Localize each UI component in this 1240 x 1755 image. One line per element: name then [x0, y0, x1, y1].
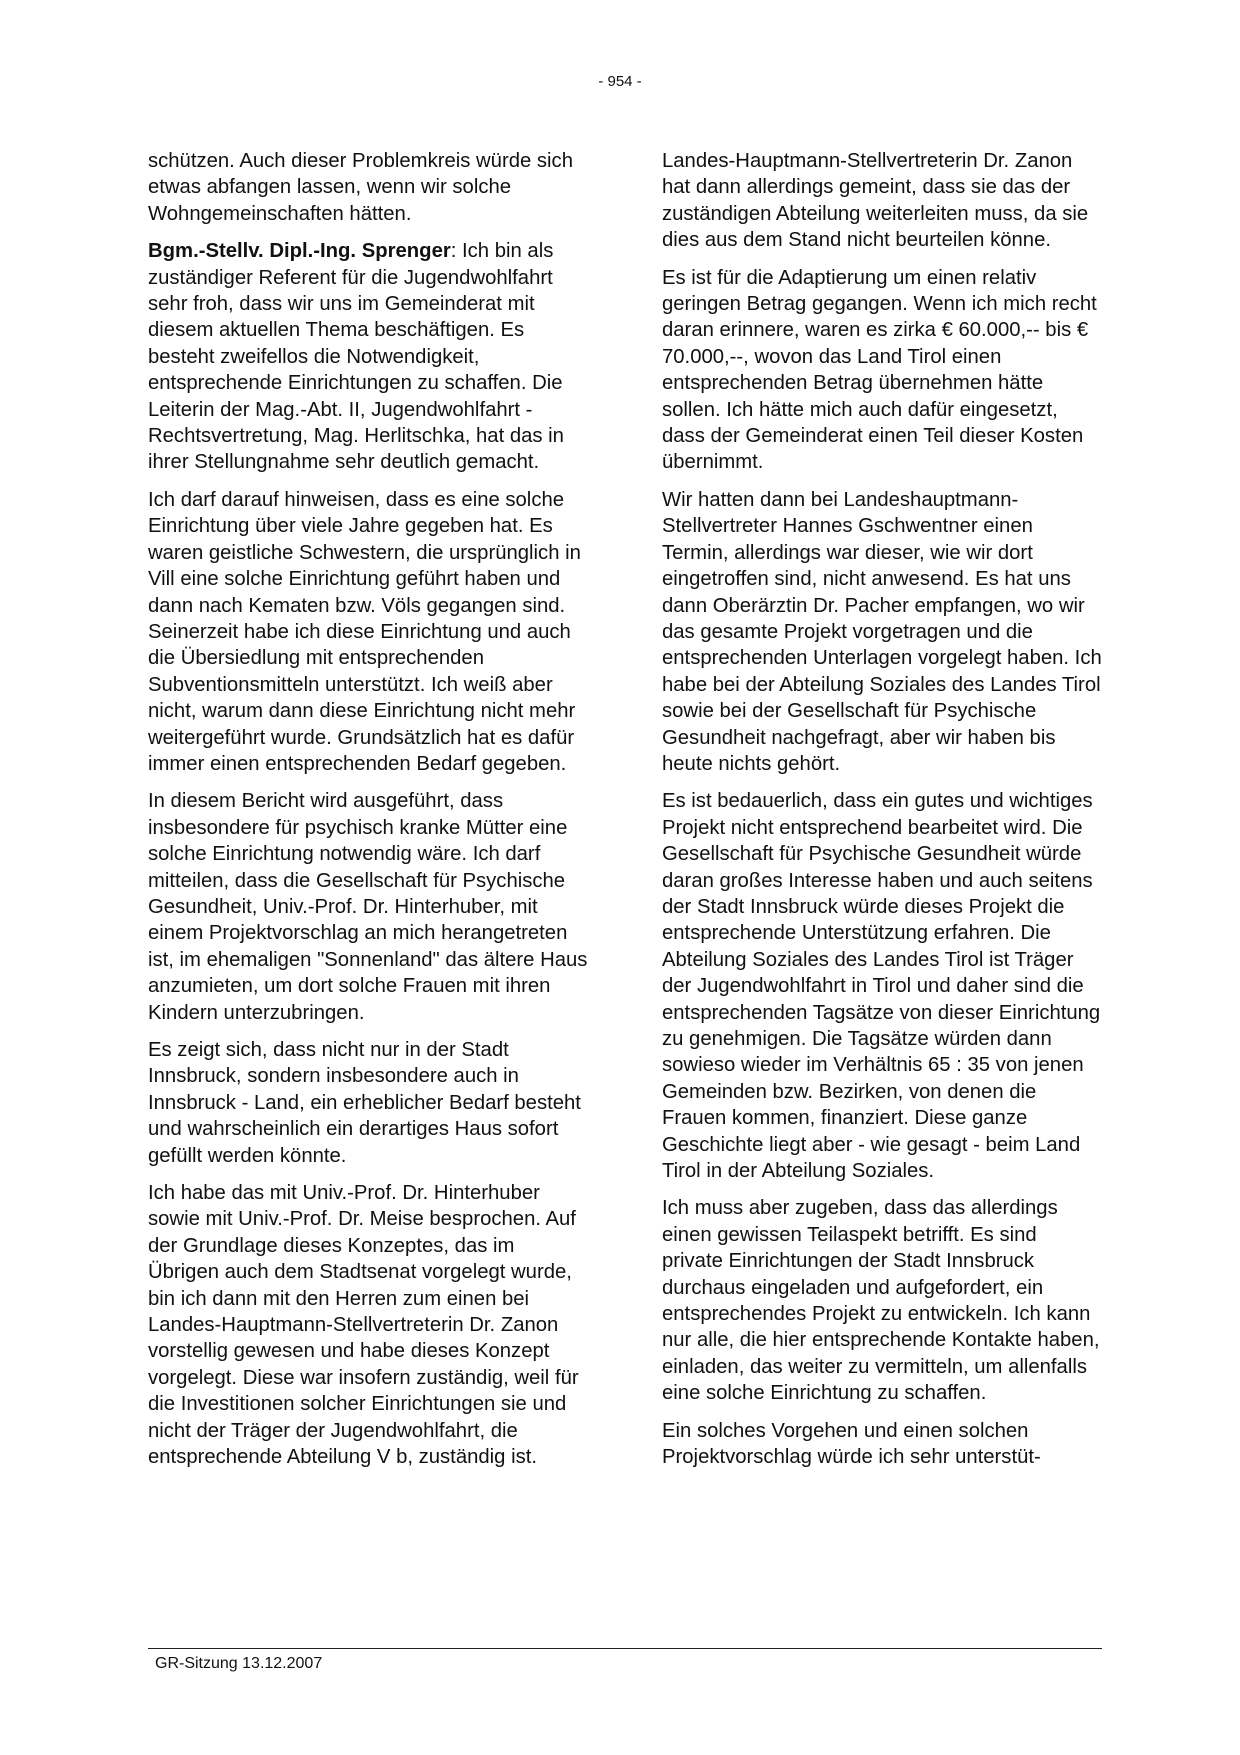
paragraph: In diesem Bericht wird ausgeführt, dass insbesondere für psychisch kranke Mütter eine solche Einrichtung notwendig wäre. Ich darf mitteilen, dass die Gesellschaft für Psychische Gesundheit, Univ.-Prof. Dr. Hinterhuber, mit einem Projektvorschlag an mich herangetreten ist, im ehemaligen "Sonnenland" das ältere Haus anzumieten, um dort solche Frauen mit ihren Kindern unterzubringen. [148, 790, 588, 1024]
speaker-name: Bgm.-Stellv. Dipl.-Ing. Sprenger [148, 240, 451, 263]
paragraph: Ein solches Vorgehen und einen solchen Projektvorschlag würde ich sehr unterstüt- [662, 1419, 1041, 1469]
paragraph: Es zeigt sich, dass nicht nur in der Stadt Innsbruck, sondern insbesondere auch in Innsbruck - Land, ein erheblicher Bedarf besteht und wahrscheinlich ein derartiges Haus sofort gefüllt werden könnte. [148, 1039, 581, 1167]
speaker-text: : Ich bin als zuständiger Referent für die Jugendwohlfahrt sehr froh, dass wir uns im Gemeinderat mit diesem aktuellen Thema beschäftigen. Es besteht zweifellos die Notwendigkeit, entsprechende Einrichtungen zu schaffen. Die Leiterin der Mag.-Abt. II, Jugendwohlfahrt - Rechtsvertretung, Mag. Herlitschka, hat das in ihrer Stellungnahme sehr deutlich gemacht. [148, 240, 564, 474]
paragraph: Ich habe das mit Univ.-Prof. Dr. Hinterhuber sowie mit Univ.-Prof. Dr. Meise besprochen. Auf der Grundlage dieses Konzeptes, das im Übrigen auch dem Stadtsenat vorgelegt wurde, bin ich dann mit den Herren zum einen bei Landes-Hauptmann-Stellvertreterin Dr. Zanon vorstellig gewesen und habe dieses Konzept vorgelegt. Diese war insofern zuständig, weil für die Investitionen solcher Einrichtungen sie und nicht der Träger der Jugendwohlfahrt, die entsprechende Abteilung V b, zuständig ist. [148, 1182, 579, 1469]
footer-session-date: GR-Sitzung 13.12.2007 [155, 1655, 323, 1672]
speaker-paragraph [148, 238, 588, 476]
right-column [662, 148, 1102, 1482]
paragraph: Wir hatten dann bei Landeshauptmann-Stellvertreter Hannes Gschwentner einen Termin, allerdings war dieser, wie wir dort eingetroffen sind, nicht anwesend. Es hat uns dann Oberärztin Dr. Pacher empfangen, wo wir das gesamte Projekt vorgetragen und die entsprechenden Unterlagen vorgelegt haben. Ich habe bei der Abteilung Soziales des Landes Tirol sowie bei der Gesellschaft für Psychische Gesundheit nachgefragt, aber wir haben bis heute nichts gehört. [662, 488, 1102, 775]
paragraph: Es ist bedauerlich, dass ein gutes und wichtiges Projekt nicht entsprechend bearbeitet wird. Die Gesellschaft für Psychische Gesundheit würde daran großes Interesse haben und auch seitens der Stadt Innsbruck würde dieses Projekt die entsprechende Unterstützung erfahren. Die Abteilung Soziales des Landes Tirol ist Träger der Jugendwohlfahrt in Tirol und daher sind die entsprechenden Tagsätze von dieser Einrichtung zu genehmigen. Die Tagsätze würden dann sowieso wieder im Verhältnis 65 : 35 von jenen Gemeinden bzw. Bezirken, von denen die Frauen kommen, finanziert. Diese ganze Geschichte liegt aber - wie gesagt - beim Land Tirol in der Abteilung Soziales. [662, 790, 1101, 1183]
paragraph: Ich darf darauf hinweisen, dass es eine solche Einrichtung über viele Jahre gegeben hat. Es waren geistliche Schwestern, die ursprünglich in Vill eine solche Einrichtung geführt haben und dann nach Kematen bzw. Völs gegangen sind. Seinerzeit habe ich diese Einrichtung und auch die Übersiedlung mit entsprechenden Subventionsmitteln unterstützt. Ich weiß aber nicht, warum dann diese Einrichtung nicht mehr weitergeführt wurde. Grundsätzlich hat es dafür immer einen entsprechenden Bedarf gegeben. [148, 488, 581, 775]
left-column [148, 148, 588, 1482]
footer-divider [148, 1648, 1102, 1649]
paragraph: schützen. Auch dieser Problemkreis würde sich etwas abfangen lassen, wenn wir solche Wohngemeinschaften hätten. [148, 150, 573, 225]
paragraph: Ich muss aber zugeben, dass das allerdings einen gewissen Teilaspekt betrifft. Es sind private Einrichtungen der Stadt Innsbruck durchaus eingeladen und aufgefordert, ein entsprechendes Projekt zu entwickeln. Ich kann nur alle, die hier entsprechende Kontakte haben, einladen, das weiter zu vermitteln, um allenfalls eine solche Einrichtung zu schaffen. [662, 1197, 1100, 1405]
paragraph: Es ist für die Adaptierung um einen relativ geringen Betrag gegangen. Wenn ich mich recht daran erinnere, waren es zirka € 60.000,-- bis € 70.000,--, wovon das Land Tirol einen entsprechenden Betrag übernehmen hätte sollen. Ich hätte mich auch dafür eingesetzt, dass der Gemeinderat einen Teil dieser Kosten übernimmt. [662, 266, 1097, 474]
paragraph: Landes-Hauptmann-Stellvertreterin Dr. Zanon hat dann allerdings gemeint, dass sie das der zuständigen Abteilung weiterleiten muss, da sie dies aus dem Stand nicht beurteilen könne. [662, 150, 1089, 252]
page-number: - 954 - [598, 73, 642, 90]
